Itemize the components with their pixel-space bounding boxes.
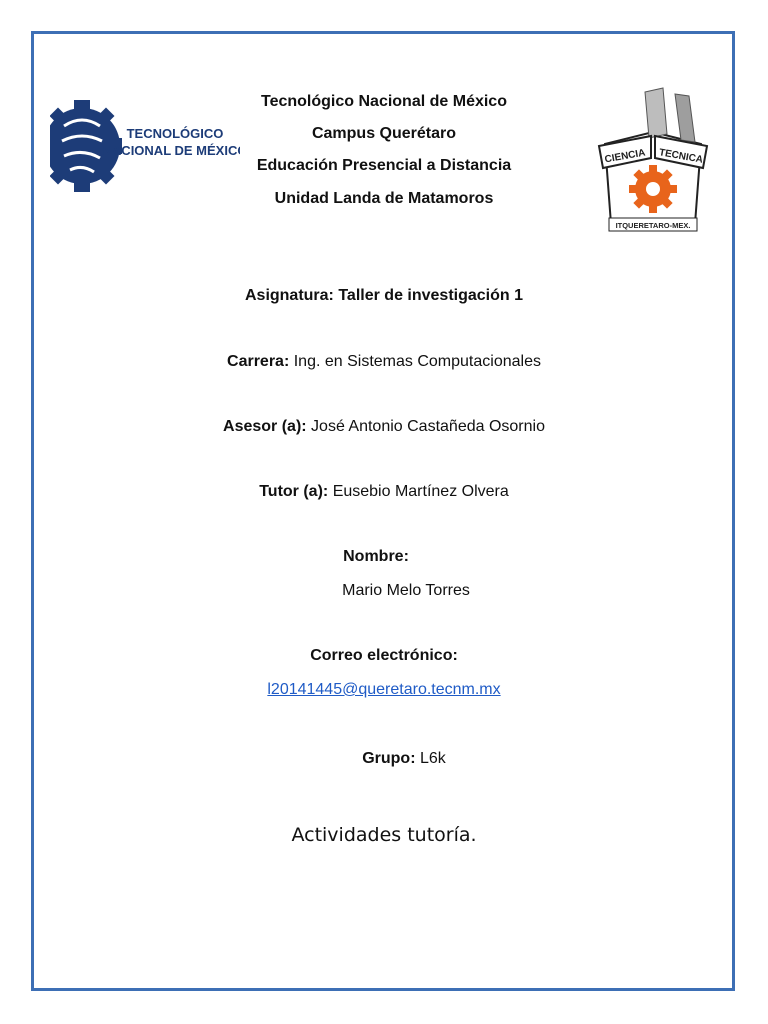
asignatura-label: Asignatura: [244, 287, 334, 304]
grupo-row [20, 750, 768, 768]
carrera-row [0, 353, 768, 371]
nombre-label: Nombre: [343, 548, 409, 565]
asignatura-row [0, 287, 768, 305]
carrera-value: Ing. en Sistemas Computacionales [293, 353, 541, 370]
correo-row [0, 681, 768, 699]
asesor-label: Asesor (a): [223, 418, 307, 435]
tecnm-logo-text-2: NACIONAL DE MÉXICO [102, 143, 240, 158]
header-line-2: Campus Querétaro [311, 125, 457, 142]
tecnm-logo-text-1: TECNOLÓGICO [126, 126, 224, 141]
carrera-label: Carrera: [227, 353, 290, 370]
itq-logo-word-1: CIENCIA [603, 147, 647, 166]
tutor-label: Tutor (a): [259, 483, 329, 500]
document-title: Actividades tutoría. [291, 824, 477, 846]
asesor-row [0, 418, 768, 436]
email-link[interactable]: l20141445@queretaro.tecnm.mx [267, 681, 501, 698]
header-line-3: Educación Presencial a Distancia [256, 157, 512, 174]
itq-logo-word-2: TECNICA [658, 147, 704, 166]
correo-label: Correo electrónico: [310, 647, 458, 664]
asignatura-value: Taller de investigación 1 [338, 287, 523, 304]
grupo-value: L6k [419, 750, 446, 767]
tutor-value: Eusebio Martínez Olvera [332, 483, 509, 500]
nombre-value: Mario Melo Torres [342, 582, 470, 599]
asesor-value: José Antonio Castañeda Osornio [311, 418, 545, 435]
itq-logo-footer: ITQUERETARO-MEX. [615, 221, 691, 230]
header-line-4: Unidad Landa de Matamoros [274, 190, 494, 207]
tutor-row [0, 483, 768, 501]
header-line-1: Tecnológico Nacional de México [261, 93, 507, 110]
grupo-label: Grupo: [362, 750, 416, 767]
